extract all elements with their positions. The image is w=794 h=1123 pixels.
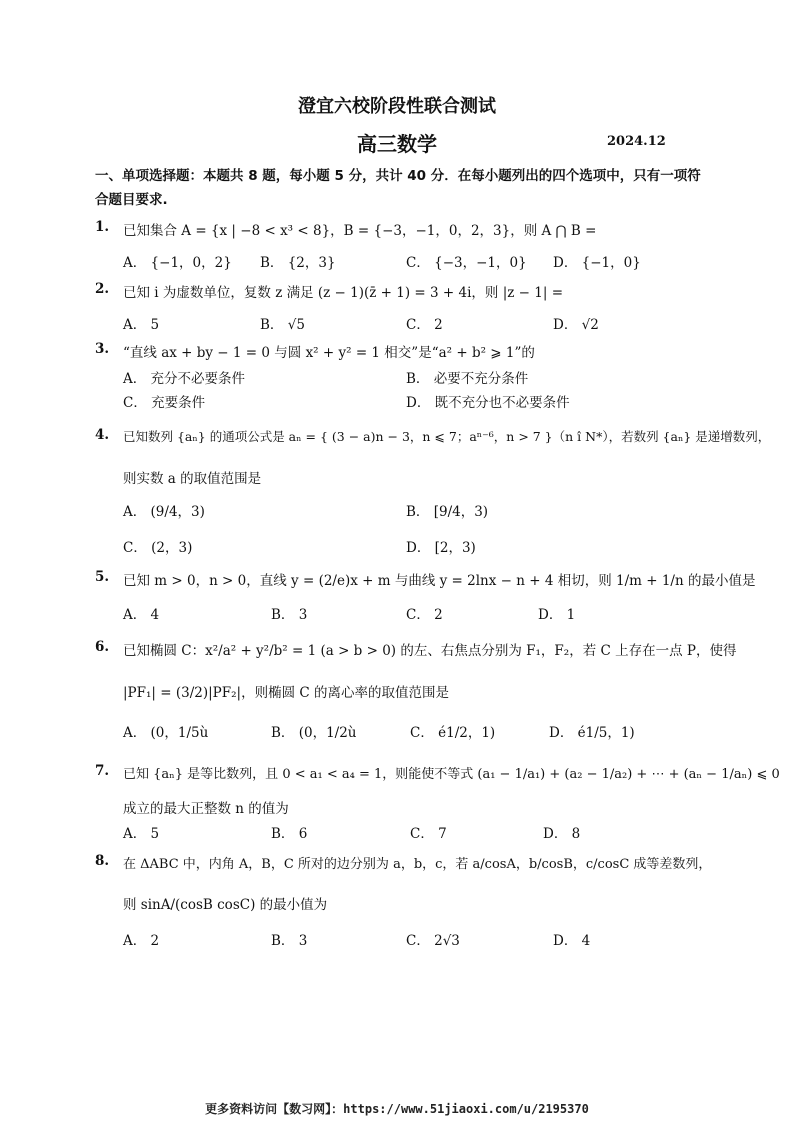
option-d: D． 4	[553, 933, 591, 949]
option-d: D． 既不充分也不必要条件	[406, 395, 570, 411]
footer-link[interactable]: 更多资料访问【数习网】：https://www.51jiaoxi.com/u/2195370	[205, 1102, 589, 1116]
option-a: A． 充分不必要条件	[123, 371, 246, 387]
option-d: D． 1	[538, 607, 576, 623]
option-a: A． (0，1/5ù	[123, 725, 209, 741]
question-number: 5.	[95, 569, 110, 585]
question-number: 6.	[95, 639, 110, 655]
question-stem: 已知 {aₙ} 是等比数列，且 0 < a₁ < a₄ = 1，则能使不等式 (a₁ − 1/a₁) + (a₂ − 1/a₂) + ⋯ + (aₙ − 1/aₙ) ⩽ 0	[123, 767, 780, 782]
option-c: C． 7	[410, 826, 447, 842]
question-number: 4.	[95, 427, 110, 443]
option-b: B． [9/4，3)	[406, 504, 489, 520]
question-number: 8.	[95, 853, 110, 869]
option-d: D． √2	[553, 317, 599, 333]
question-stem-line-2: 则实数 a 的取值范围是	[123, 471, 262, 487]
option-c: C． (2，3)	[123, 540, 193, 556]
option-b: B． √5	[260, 317, 305, 333]
option-d: D． é1/5，1)	[549, 725, 635, 741]
section-heading-line-2: 合题目要求.	[95, 192, 168, 208]
option-c: C． 2	[406, 607, 443, 623]
question-number: 7.	[95, 763, 110, 779]
question-number: 2.	[95, 281, 110, 297]
question-stem: 在 ΔABC 中，内角 A，B，C 所对的边分别为 a，b，c，若 a/cosA，b/cosB，c/cosC 成等差数列，	[123, 857, 712, 872]
option-a: A． 5	[123, 826, 160, 842]
option-b: B． 3	[271, 607, 308, 623]
option-c: C． 2	[406, 317, 443, 333]
option-a: A． 4	[123, 607, 160, 623]
option-b: B． 必要不充分条件	[406, 371, 529, 387]
option-b: B． 3	[271, 933, 308, 949]
option-b: B． (0，1/2ù	[271, 725, 357, 741]
option-c: C． 2√3	[406, 933, 460, 949]
option-b: B． {2，3}	[260, 255, 336, 271]
option-a: A． 5	[123, 317, 160, 333]
option-c: C． 充要条件	[123, 395, 206, 411]
option-a: A． (9/4，3)	[123, 504, 205, 520]
page-title: 澄宜六校阶段性联合测试	[298, 96, 496, 117]
question-stem-line-2: |PF₁| = (3/2)|PF₂|，则椭圆 C 的离心率的取值范围是	[123, 685, 449, 701]
question-stem: 已知 i 为虚数单位，复数 z 满足 (z − 1)(z̄ + 1) = 3 + 4i，则 |z − 1| =	[123, 285, 564, 301]
section-heading-line-1: 一、单项选择题：本题共 8 题，每小题 5 分，共计 40 分．在每小题列出的四个选项中，只有一项符	[95, 168, 701, 184]
question-stem-line-2: 成立的最大正整数 n 的值为	[123, 801, 289, 817]
question-number: 3.	[95, 341, 110, 357]
question-stem: “直线 ax + by − 1 = 0 与圆 x² + y² = 1 相交”是“a² + b² ⩾ 1”的	[123, 345, 535, 361]
question-stem: 已知数列 {aₙ} 的通项公式是 aₙ = { (3 − a)n − 3，n ⩽ 7；aⁿ⁻⁶，n > 7 }（n î N*），若数列 {aₙ} 是递增数列，	[123, 429, 771, 444]
option-a: A． {−1，0，2}	[123, 255, 232, 271]
exam-date: 2024.12	[607, 134, 666, 149]
option-a: A． 2	[123, 933, 160, 949]
page-subtitle: 高三数学	[357, 132, 437, 156]
question-stem: 已知集合 A = {x | −8 < x³ < 8}，B = {−3，−1，0，2，3}，则 A ⋂ B =	[123, 223, 597, 239]
question-number: 1.	[95, 219, 110, 235]
option-d: D． 8	[543, 826, 581, 842]
question-stem-line-2: 则 sinA/(cosB cosC) 的最小值为	[123, 897, 328, 913]
option-d: D． [2，3)	[406, 540, 476, 556]
question-stem: 已知 m > 0，n > 0，直线 y = (2/e)x + m 与曲线 y = 2lnx − n + 4 相切，则 1/m + 1/n 的最小值是	[123, 573, 756, 589]
option-c: C． é1/2，1)	[410, 725, 496, 741]
option-c: C． {−3，−1，0}	[406, 255, 527, 271]
option-d: D． {−1，0}	[553, 255, 641, 271]
question-stem: 已知椭圆 C：x²/a² + y²/b² = 1 (a > b > 0) 的左、右焦点分别为 F₁，F₂，若 C 上存在一点 P，使得	[123, 643, 737, 659]
option-b: B． 6	[271, 826, 308, 842]
